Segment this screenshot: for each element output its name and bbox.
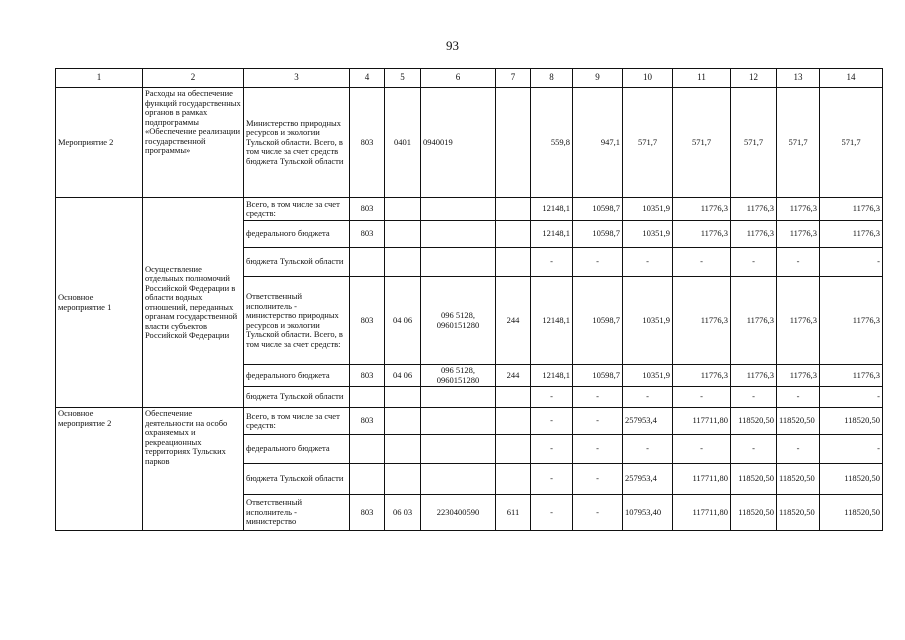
value-cell: 11776,3 (820, 221, 883, 248)
header-cell: 5 (385, 69, 421, 88)
header-cell: 2 (143, 69, 244, 88)
value-cell: 11776,3 (731, 221, 777, 248)
target-code-cell (421, 435, 496, 464)
section-code-cell: 0401 (385, 88, 421, 198)
value-cell: 947,1 (573, 88, 623, 198)
value-cell: 118520,50 (777, 408, 820, 435)
executor-cell: Министерство природных ресурсов и экологии Тульской области. Всего, в том числе за счет средств бюджета Тульской области (244, 88, 350, 198)
header-cell: 10 (623, 69, 673, 88)
header-cell: 7 (496, 69, 531, 88)
target-code-cell (421, 387, 496, 408)
value-cell: 11776,3 (777, 365, 820, 387)
funding-source-cell: федерального бюджета (244, 365, 350, 387)
value-cell: 10351,9 (623, 198, 673, 221)
value-cell: - (623, 387, 673, 408)
value-cell: - (531, 387, 573, 408)
table-header-row (56, 69, 883, 88)
value-cell: 571,7 (731, 88, 777, 198)
table-row (56, 198, 883, 221)
value-cell: - (731, 248, 777, 277)
expense-type-cell (496, 408, 531, 435)
grbs-code-cell: 803 (350, 198, 385, 221)
value-cell: 257953,4 (623, 408, 673, 435)
grbs-code-cell (350, 387, 385, 408)
value-cell: - (673, 248, 731, 277)
expense-type-cell (496, 435, 531, 464)
executor-cell: Ответственный исполнитель - министерство природных ресурсов и экологии Тульской области. Всего, в том числе за счет средств: (244, 277, 350, 365)
header-cell: 11 (673, 69, 731, 88)
value-cell: 12148,1 (531, 277, 573, 365)
grbs-code-cell: 803 (350, 408, 385, 435)
value-cell: 118520,50 (777, 495, 820, 531)
value-cell: - (531, 408, 573, 435)
value-cell: - (531, 435, 573, 464)
target-code-cell (421, 198, 496, 221)
value-cell: 117711,80 (673, 408, 731, 435)
value-cell: - (731, 435, 777, 464)
expense-type-cell (496, 387, 531, 408)
expense-type-cell: 611 (496, 495, 531, 531)
funding-source-cell: бюджета Тульской области (244, 248, 350, 277)
section-code-cell: 06 03 (385, 495, 421, 531)
expense-type-cell (496, 221, 531, 248)
funding-source-cell: бюджета Тульской области (244, 464, 350, 495)
expense-type-cell: 244 (496, 277, 531, 365)
value-cell: 118520,50 (731, 464, 777, 495)
value-cell: 257953,4 (623, 464, 673, 495)
value-cell: 11776,3 (673, 365, 731, 387)
value-cell: - (820, 248, 883, 277)
header-cell: 1 (56, 69, 143, 88)
section-code-cell (385, 198, 421, 221)
target-code-cell: 0940019 (421, 88, 496, 198)
header-cell: 9 (573, 69, 623, 88)
value-cell: - (531, 464, 573, 495)
grbs-code-cell: 803 (350, 365, 385, 387)
value-cell: 10598,7 (573, 198, 623, 221)
value-cell: 11776,3 (777, 221, 820, 248)
value-cell: 11776,3 (820, 277, 883, 365)
target-code-cell (421, 464, 496, 495)
page-number: 93 (446, 38, 459, 53)
target-code-cell (421, 221, 496, 248)
expense-type-cell: 244 (496, 365, 531, 387)
value-cell: - (573, 408, 623, 435)
expense-type-cell (496, 88, 531, 198)
value-cell: 571,7 (820, 88, 883, 198)
value-cell: - (731, 387, 777, 408)
funding-source-cell: федерального бюджета (244, 435, 350, 464)
expense-type-cell (496, 248, 531, 277)
value-cell: 10598,7 (573, 277, 623, 365)
value-cell: - (531, 495, 573, 531)
expense-type-cell (496, 464, 531, 495)
grbs-code-cell (350, 464, 385, 495)
value-cell: 118520,50 (820, 464, 883, 495)
section-code-cell (385, 408, 421, 435)
value-cell: 117711,80 (673, 495, 731, 531)
value-cell: 571,7 (777, 88, 820, 198)
value-cell: - (820, 435, 883, 464)
target-code-cell (421, 248, 496, 277)
funding-source-cell: Всего, в том числе за счет средств: (244, 408, 350, 435)
header-cell: 4 (350, 69, 385, 88)
value-cell: 118520,50 (820, 495, 883, 531)
value-cell: 118520,50 (777, 464, 820, 495)
value-cell: - (573, 495, 623, 531)
value-cell: 559,8 (531, 88, 573, 198)
value-cell: - (777, 387, 820, 408)
value-cell: 12148,1 (531, 198, 573, 221)
value-cell: 12148,1 (531, 365, 573, 387)
event-description-cell: Обеспечение деятельности на особо охраняемых и рекреационных территориях Тульских парков (143, 408, 244, 531)
value-cell: - (623, 248, 673, 277)
value-cell: 12148,1 (531, 221, 573, 248)
header-cell: 6 (421, 69, 496, 88)
funding-source-cell: Всего, в том числе за счет средств: (244, 198, 350, 221)
target-code-cell: 096 5128, 0960151280 (421, 365, 496, 387)
value-cell: 11776,3 (820, 198, 883, 221)
funding-source-cell: федерального бюджета (244, 221, 350, 248)
section-code-cell (385, 221, 421, 248)
value-cell: 11776,3 (777, 198, 820, 221)
value-cell: 118520,50 (731, 408, 777, 435)
table-row (56, 88, 883, 198)
header-cell: 14 (820, 69, 883, 88)
event-name-cell: Мероприятие 2 (56, 88, 143, 198)
value-cell: 10598,7 (573, 365, 623, 387)
section-code-cell: 04 06 (385, 365, 421, 387)
value-cell: - (573, 464, 623, 495)
grbs-code-cell: 803 (350, 88, 385, 198)
value-cell: 11776,3 (731, 198, 777, 221)
event-description-cell: Расходы на обеспечение функций государственных органов в рамках подпрограммы «Обеспечение реализации государственной программы» (143, 88, 244, 198)
value-cell: 10351,9 (623, 221, 673, 248)
section-code-cell (385, 387, 421, 408)
executor-cell: Ответственный исполнитель - министерство (244, 495, 350, 531)
value-cell: 11776,3 (673, 198, 731, 221)
value-cell: 107953,40 (623, 495, 673, 531)
value-cell: 571,7 (673, 88, 731, 198)
value-cell: 11776,3 (731, 277, 777, 365)
target-code-cell: 2230400590 (421, 495, 496, 531)
grbs-code-cell: 803 (350, 221, 385, 248)
value-cell: 11776,3 (673, 221, 731, 248)
value-cell: - (573, 248, 623, 277)
grbs-code-cell (350, 435, 385, 464)
table-row (56, 408, 883, 435)
value-cell: - (673, 435, 731, 464)
value-cell: 11776,3 (731, 365, 777, 387)
budget-table (55, 68, 883, 531)
value-cell: 10351,9 (623, 365, 673, 387)
section-code-cell (385, 464, 421, 495)
value-cell: 571,7 (623, 88, 673, 198)
value-cell: - (531, 248, 573, 277)
header-cell: 12 (731, 69, 777, 88)
value-cell: - (623, 435, 673, 464)
funding-source-cell: бюджета Тульской области (244, 387, 350, 408)
value-cell: 117711,80 (673, 464, 731, 495)
value-cell: 11776,3 (673, 277, 731, 365)
value-cell: 11776,3 (820, 365, 883, 387)
value-cell: 118520,50 (820, 408, 883, 435)
section-code-cell (385, 435, 421, 464)
header-cell: 3 (244, 69, 350, 88)
value-cell: - (573, 387, 623, 408)
expense-type-cell (496, 198, 531, 221)
grbs-code-cell: 803 (350, 495, 385, 531)
grbs-code-cell: 803 (350, 277, 385, 365)
header-cell: 8 (531, 69, 573, 88)
value-cell: - (777, 435, 820, 464)
value-cell: 11776,3 (777, 277, 820, 365)
value-cell: - (820, 387, 883, 408)
value-cell: 10351,9 (623, 277, 673, 365)
section-code-cell (385, 248, 421, 277)
value-cell: - (777, 248, 820, 277)
header-cell: 13 (777, 69, 820, 88)
event-description-cell: Осуществление отдельных полномочий Российской Федерации в области водных отношений, переданных органам государственной власти субъектов Российской Федерации (143, 198, 244, 408)
value-cell: - (673, 387, 731, 408)
grbs-code-cell (350, 248, 385, 277)
target-code-cell: 096 5128, 0960151280 (421, 277, 496, 365)
section-code-cell: 04 06 (385, 277, 421, 365)
target-code-cell (421, 408, 496, 435)
value-cell: 10598,7 (573, 221, 623, 248)
event-name-cell: Основное мероприятие 2 (56, 408, 143, 531)
event-name-cell: Основное мероприятие 1 (56, 198, 143, 408)
value-cell: 118520,50 (731, 495, 777, 531)
value-cell: - (573, 435, 623, 464)
